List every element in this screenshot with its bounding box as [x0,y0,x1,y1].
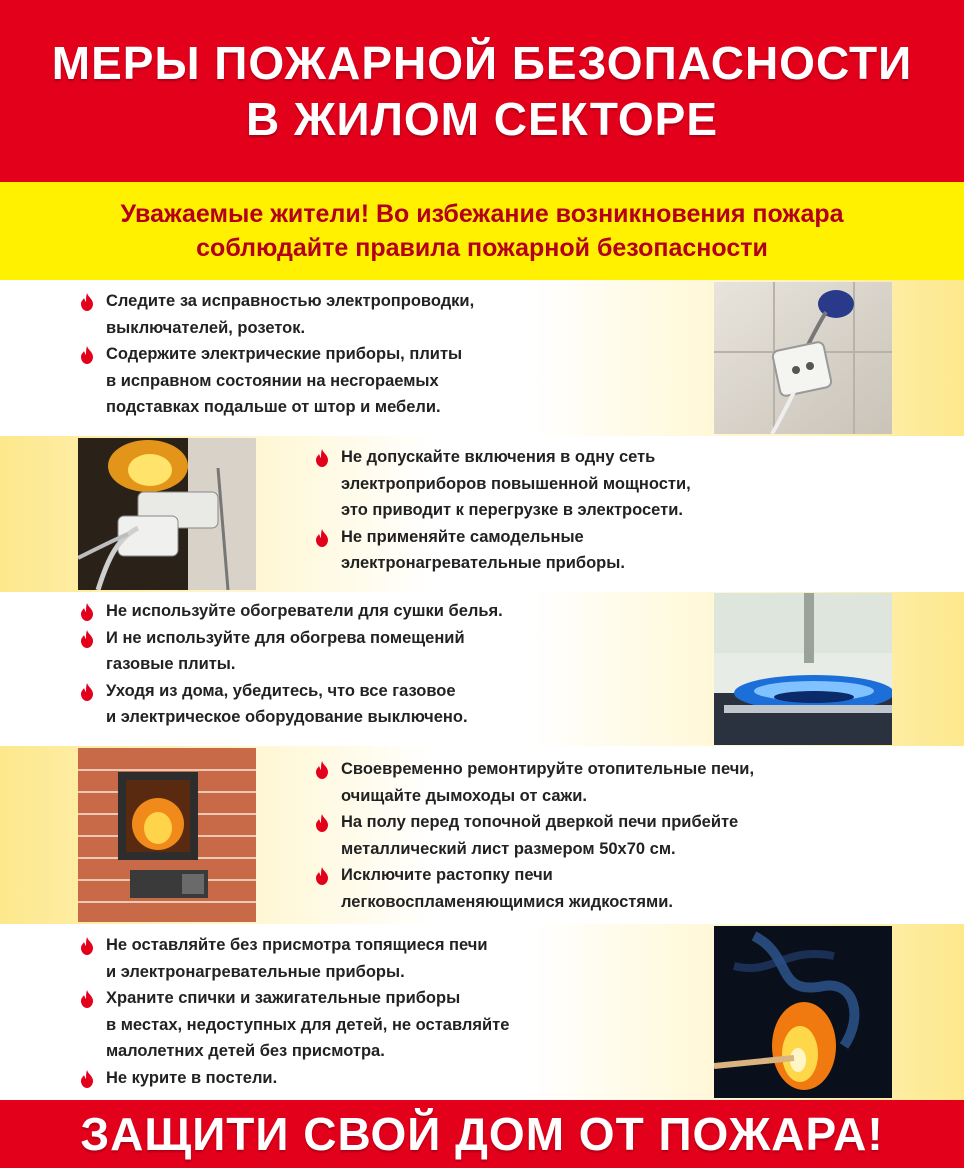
rule-item: Содержите электрические приборы, плиты в исправном состоянии на несгораемых подставках подальше от штор и мебели. [78,341,474,421]
poster-header [0,0,964,182]
wall-socket-photo [714,282,892,434]
poster-footer: ЗАЩИТИ СВОЙ ДОМ ОТ ПОЖАРА! [0,1100,964,1168]
rule-item: И не используйте для обогрева помещений газовые плиты. [78,625,503,678]
section-electrical-wiring [0,280,964,436]
brick-stove-photo [78,748,256,922]
rules-list [78,598,503,731]
flame-icon [315,867,329,885]
rule-item: Не используйте обогреватели для сушки белья. [78,598,503,625]
flame-icon [80,683,94,701]
poster-title-line-1: МЕРЫ ПОЖАРНОЙ БЕЗОПАСНОСТИ [51,37,913,89]
rules-list [78,288,474,421]
flame-icon [80,1070,94,1088]
rule-item: Не допускайте включения в одну сеть электроприборов повышенной мощности, это приводит к перегрузке в электросети. [313,444,691,524]
rules-list [313,444,691,577]
flame-icon [315,449,329,467]
flame-icon [315,814,329,832]
section-heaters-gas [0,592,964,746]
rule-item: Не курите в постели. [78,1065,509,1092]
section-stove [0,746,964,924]
rule-item: Не применяйте самодельные электронагревательные приборы. [313,524,691,577]
poster-title-line-2: В ЖИЛОМ СЕКТОРЕ [245,93,718,145]
gas-burner-photo [714,593,892,745]
intro-banner [0,182,964,280]
flame-icon [80,937,94,955]
rule-item: Исключите растопку печи легковоспламеняющимися жидкостями. [313,862,754,915]
burning-match-photo [714,926,892,1098]
flame-icon [80,603,94,621]
rule-item: Храните спички и зажигательные приборы в местах, недоступных для детей, не оставляйте малолетних детей без присмотра. [78,985,509,1065]
flame-icon [80,293,94,311]
overloaded-socket-photo [78,438,256,590]
flame-icon [80,990,94,1008]
flame-icon [80,630,94,648]
rule-item: На полу перед топочной дверкой печи прибейте металлический лист размером 50х70 см. [313,809,754,862]
flame-icon [315,761,329,779]
rule-item: Своевременно ремонтируйте отопительные печи, очищайте дымоходы от сажи. [313,756,754,809]
flame-icon [315,529,329,547]
rules-list [78,932,509,1091]
section-overload [0,436,964,592]
intro-line-1: Уважаемые жители! Во избежание возникновения пожара [120,200,844,228]
rules-list [313,756,754,915]
rule-item: Следите за исправностью электропроводки, выключателей, розеток. [78,288,474,341]
section-supervision [0,924,964,1100]
intro-line-2: соблюдайте правила пожарной безопасности [196,234,768,262]
rule-item: Уходя из дома, убедитесь, что все газовое и электрическое оборудование выключено. [78,678,503,731]
rule-item: Не оставляйте без присмотра топящиеся печи и электронагревательные приборы. [78,932,509,985]
flame-icon [80,346,94,364]
